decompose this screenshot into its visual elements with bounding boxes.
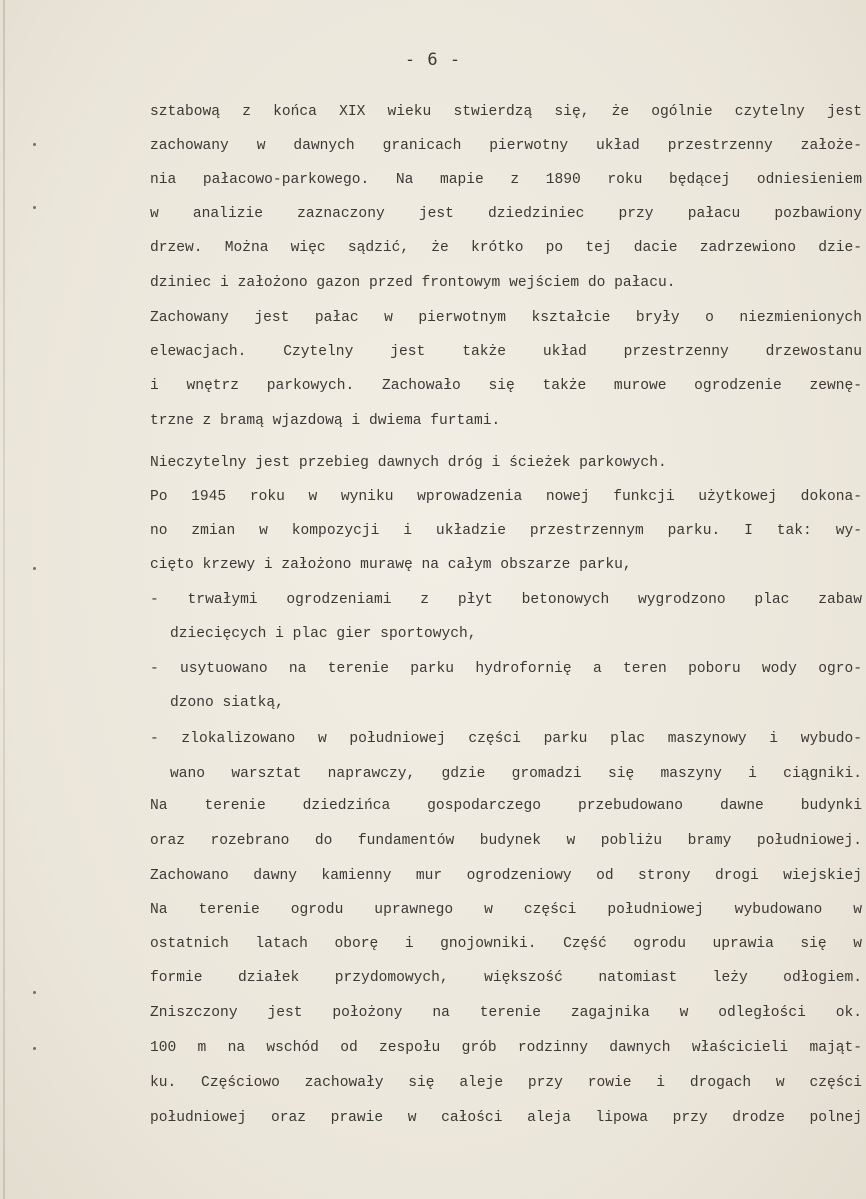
list-item-line: - usytuowano na terenie parku hydrofornię a teren poboru wody ogro- [150,661,862,677]
text-line: Zachowany jest pałac w pierwotnym kształcie bryły o niezmienionych [150,310,862,326]
list-item-line: wano warsztat naprawczy, gdzie gromadzi się maszyny i ciągniki. [170,766,862,782]
text-line: cięto krzewy i założono murawę na całym obszarze parku, [150,557,632,573]
text-line: dziniec i założono gazon przed frontowym wejściem do pałacu. [150,275,676,291]
text-line: drzew. Można więc sądzić, że krótko po tej dacie zadrzewiono dzie- [150,240,862,256]
text-line: no zmian w kompozycji i układzie przestrzennym parku. I tak: wy- [150,523,862,539]
list-item-line: dziecięcych i plac gier sportowych, [170,626,477,642]
list-item-line: dzono siatką, [170,695,284,711]
text-line: oraz rozebrano do fundamentów budynek w pobliżu bramy południowej. [150,833,862,849]
text-line: formie działek przydomowych, większość natomiast leży odłogiem. [150,970,862,986]
text-line: Zachowano dawny kamienny mur ogrodzeniowy od strony drogi wiejskiej [150,868,862,884]
paper-speck [33,143,36,146]
text-line: Na terenie dziedzińca gospodarczego przebudowano dawne budynki [150,798,862,814]
text-line: zachowany w dawnych granicach pierwotny układ przestrzenny założe- [150,138,862,154]
paper-speck [33,206,36,209]
text-line: ku. Częściowo zachowały się aleje przy rowie i drogach w części [150,1075,862,1091]
text-line: elewacjach. Czytelny jest także układ przestrzenny drzewostanu [150,344,862,360]
text-line: południowej oraz prawie w całości aleja lipowa przy drodze polnej [150,1110,862,1126]
list-item-line: - zlokalizowano w południowej części parku plac maszynowy i wybudo- [150,731,862,747]
text-line: w analizie zaznaczony jest dziedziniec przy pałacu pozbawiony [150,206,862,222]
text-line: trzne z bramą wjazdową i dwiema furtami. [150,413,501,429]
page-edge [3,0,5,1199]
text-line: Zniszczony jest położony na terenie zagajnika w odległości ok. [150,1005,862,1021]
text-line: sztabową z końca XIX wieku stwierdzą się, że ogólnie czytelny jest [150,104,862,120]
text-line: Po 1945 roku w wyniku wprowadzenia nowej funkcji użytkowej dokona- [150,489,862,505]
text-line: 100 m na wschód od zespołu grób rodzinny dawnych właścicieli mająt- [150,1040,862,1056]
page-number: - 6 - [404,50,462,70]
text-line: i wnętrz parkowych. Zachowało się także murowe ogrodzenie zewnę- [150,378,862,394]
paper-speck [33,567,36,570]
text-line: ostatnich latach oborę i gnojowniki. Część ogrodu uprawia się w [150,936,862,952]
list-item-line: - trwałymi ogrodzeniami z płyt betonowych wygrodzono plac zabaw [150,592,862,608]
text-line: nia pałacowo-parkowego. Na mapie z 1890 roku będącej odniesieniem [150,172,862,188]
text-line: Nieczytelny jest przebieg dawnych dróg i ścieżek parkowych. [150,455,667,471]
paper-speck [33,1047,36,1050]
paper-speck [33,991,36,994]
text-line: Na terenie ogrodu uprawnego w części południowej wybudowano w [150,902,862,918]
